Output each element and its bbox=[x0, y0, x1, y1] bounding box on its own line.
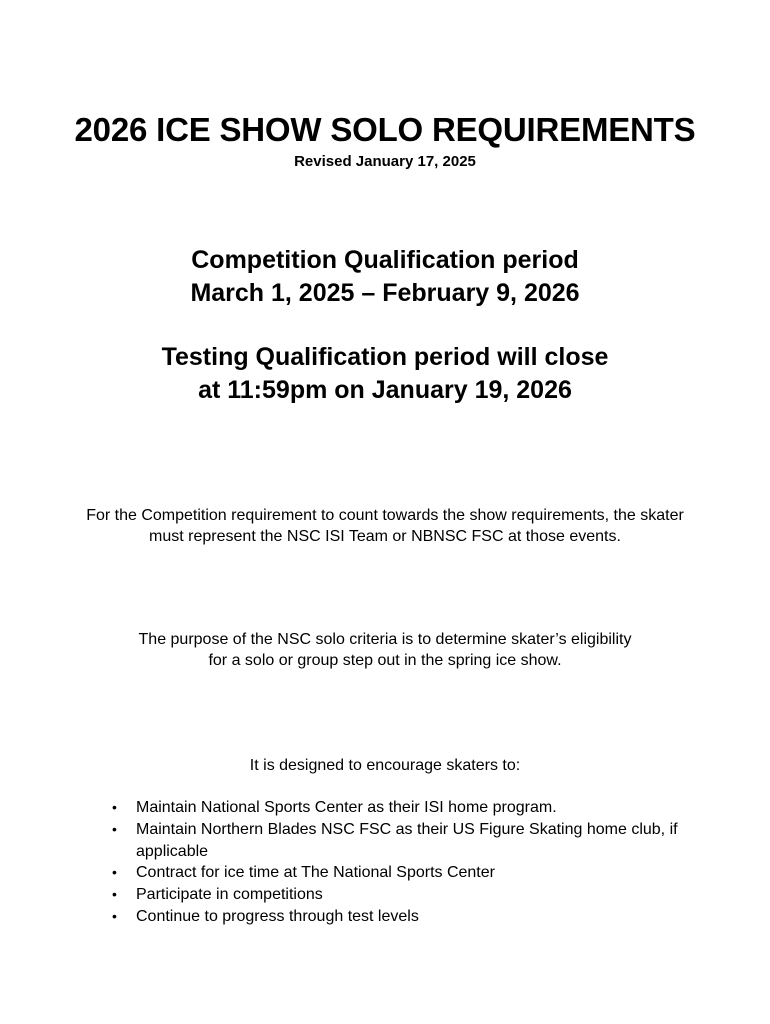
testing-period-heading bbox=[0, 341, 770, 407]
competition-period-line-2: March 1, 2025 – February 9, 2026 bbox=[190, 279, 580, 307]
list-item-text: Contract for ice time at The National Sports Center bbox=[136, 864, 495, 882]
competition-period-heading bbox=[0, 244, 770, 310]
revised-date: Revised January 17, 2025 bbox=[294, 153, 476, 170]
competition-note bbox=[0, 505, 770, 547]
bullet-icon: • bbox=[112, 886, 117, 903]
competition-note-line-1: For the Competition requirement to count towards the show requirements, the skater bbox=[86, 507, 684, 524]
list-item bbox=[110, 862, 750, 884]
purpose-line-2: for a solo or group step out in the spring ice show. bbox=[208, 652, 562, 669]
document-title: 2026 ICE SHOW SOLO REQUIREMENTS bbox=[74, 111, 696, 148]
encouragement-list bbox=[110, 797, 750, 928]
list-item bbox=[110, 797, 750, 819]
list-item-text: Participate in competitions bbox=[136, 886, 323, 904]
list-item-text: Continue to progress through test levels bbox=[136, 907, 419, 925]
list-item-text: Maintain Northern Blades NSC FSC as their US Figure Skating home club, if applicable bbox=[136, 820, 678, 860]
bullet-icon: • bbox=[112, 820, 117, 837]
list-item bbox=[110, 906, 750, 928]
bullet-icon: • bbox=[112, 907, 117, 924]
bullet-icon: • bbox=[112, 799, 117, 815]
intro-line: It is designed to encourage skaters to: bbox=[249, 757, 521, 774]
bullet-icon: • bbox=[112, 864, 117, 881]
purpose-line-1: The purpose of the NSC solo criteria is to determine skater’s eligibility bbox=[138, 631, 632, 648]
list-item-text: Maintain National Sports Center as their ISI home program. bbox=[136, 799, 557, 816]
list-item bbox=[110, 884, 750, 906]
list-item bbox=[110, 819, 750, 863]
competition-note-line-2: must represent the NSC ISI Team or NBNSC FSC at those events. bbox=[149, 528, 621, 545]
testing-period-line-2: at 11:59pm on January 19, 2026 bbox=[198, 376, 572, 404]
purpose-paragraph bbox=[0, 629, 770, 671]
intro-paragraph bbox=[0, 755, 770, 776]
testing-period-line-1: Testing Qualification period will close bbox=[161, 343, 609, 371]
competition-period-line-1: Competition Qualification period bbox=[191, 246, 579, 274]
